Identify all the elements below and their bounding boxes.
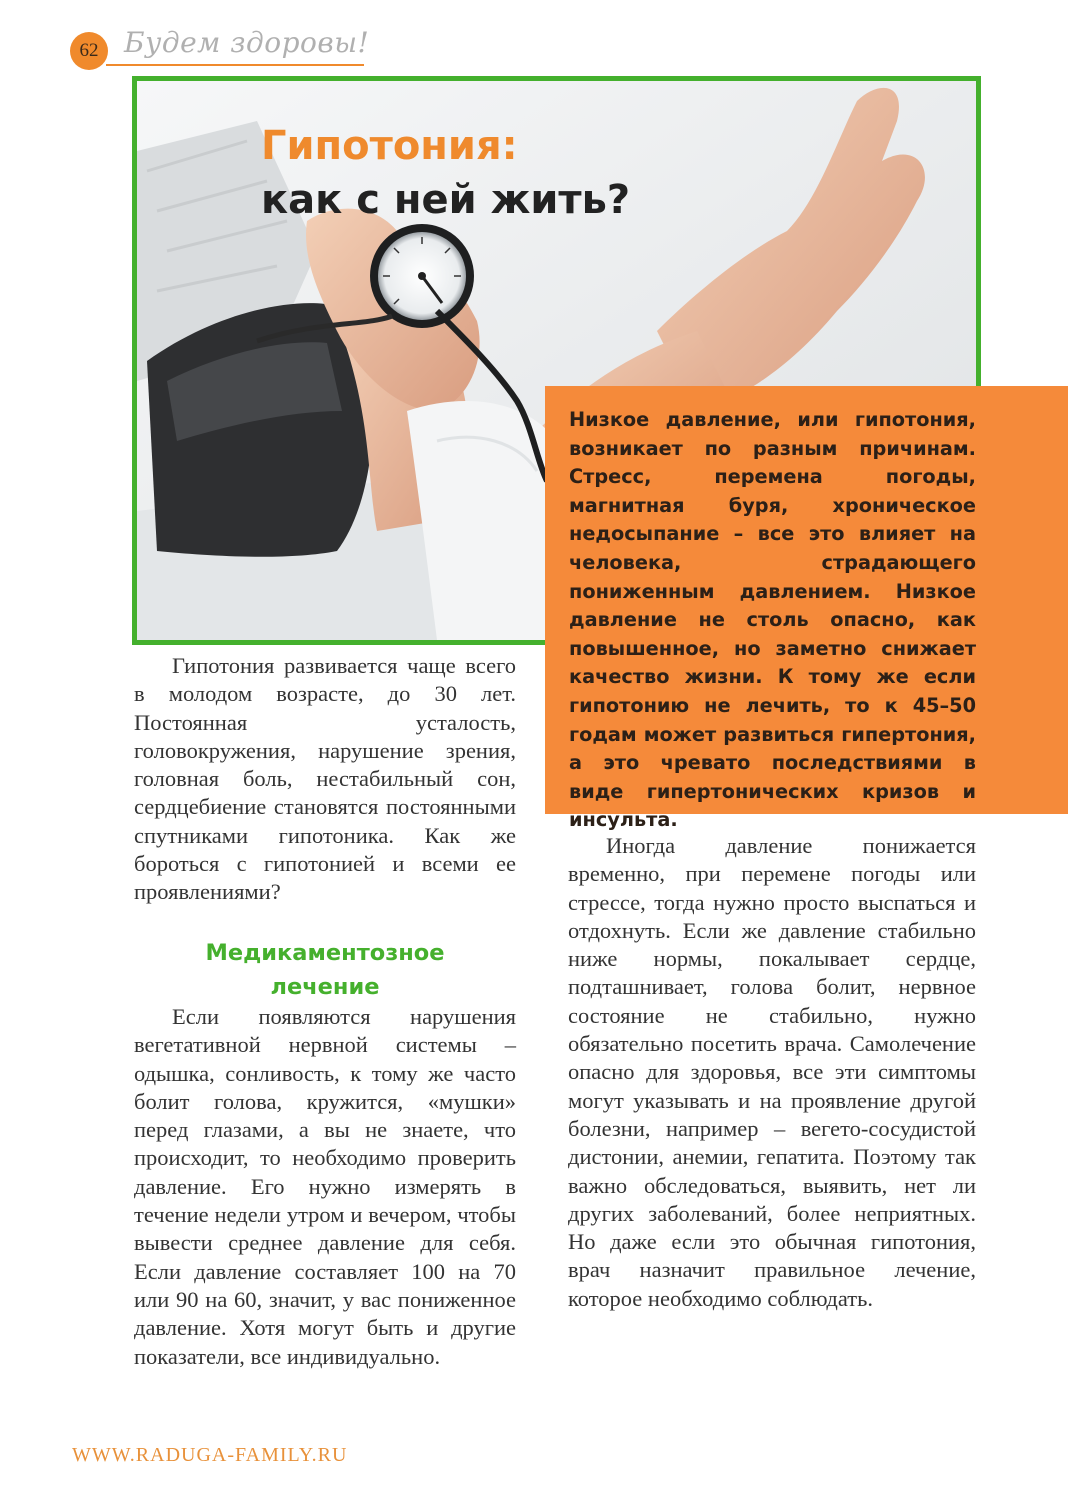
body-paragraph-1: Гипотония развивается чаще всего в молодом возрасте, до 30 лет. Постоянная усталость, головокружения, нарушение зрения, головная боль, нестабильный сон, сердцебиение становятся постоянными спутниками гипотоника. Как же бороться с гипотонией и всеми ее проявлениями? — [134, 653, 516, 905]
section-heading-line-2: лечение — [270, 974, 380, 1000]
right-column — [568, 832, 976, 1313]
left-column-intro — [134, 652, 516, 907]
magazine-section-title: Будем здоровы! — [124, 26, 370, 59]
left-column-treatment — [134, 1003, 516, 1371]
article-title-line-2: как с ней жить? — [261, 177, 631, 223]
footer-website-link[interactable]: WWW.RADUGA-FAMILY.RU — [72, 1444, 348, 1466]
body-paragraph-3: Иногда давление понижается временно, при перемене погоды или стрессе, тогда нужно просто выспаться и отдохнуть. Если же давление стабильно ниже нормы, покалывает сердце, подташнивает, голова болит, нервное состояние не стабильно, нужно обязательно посетить врача. Самолечение опасно для здоровья, все эти симптомы могут указывать и на проявление другой болезни, например – вегето-сосудистой дистонии, анемии, гепатита. Поэтому так важно обследоваться, выявить, нет ли других заболеваний, более неприятных. Но даже если это обычная гипотония, врач назначит правильное лечение, которое необходимо соблюдать. — [568, 833, 976, 1311]
article-title-line-1: Гипотония: — [261, 123, 518, 169]
lead-paragraph: Низкое давление, или гипотония, возникает по разным причинам. Стресс, перемена погоды, магнитная буря, хроническое недосыпание – все это влияет на человека, страдающего пониженным давлением. Низкое давление не столь опасно, как повышенное, но заметно снижает качество жизни. К тому же если гипотонию не лечить, то к 45–50 годам может развиться гипертония, а это чревато последствиями в виде гипертонических кризов и инсульта. — [569, 408, 976, 832]
section-heading-line-1: Медикаментозное — [205, 940, 445, 966]
body-paragraph-2: Если появляются нарушения вегетативной нервной системы – одышка, сонливость, к тому же часто болит голова, кружится, «мушки» перед глазами, а вы не знаете, что происходит, то необходимо проверить давление. Его нужно измерять в течение недели утром и вечером, чтобы вывести среднее давление для себя. Если давление составляет 100 на 70 или 90 на 60, значит, у вас пониженное давление. Хотя могут быть и другие показатели, все индивидуально. — [134, 1004, 516, 1369]
page-number: 62 — [70, 32, 108, 70]
page-header — [70, 24, 370, 74]
section-heading — [134, 936, 516, 1004]
article-title — [261, 119, 630, 227]
lead-callout-box — [545, 386, 1068, 832]
header-divider — [106, 64, 364, 66]
